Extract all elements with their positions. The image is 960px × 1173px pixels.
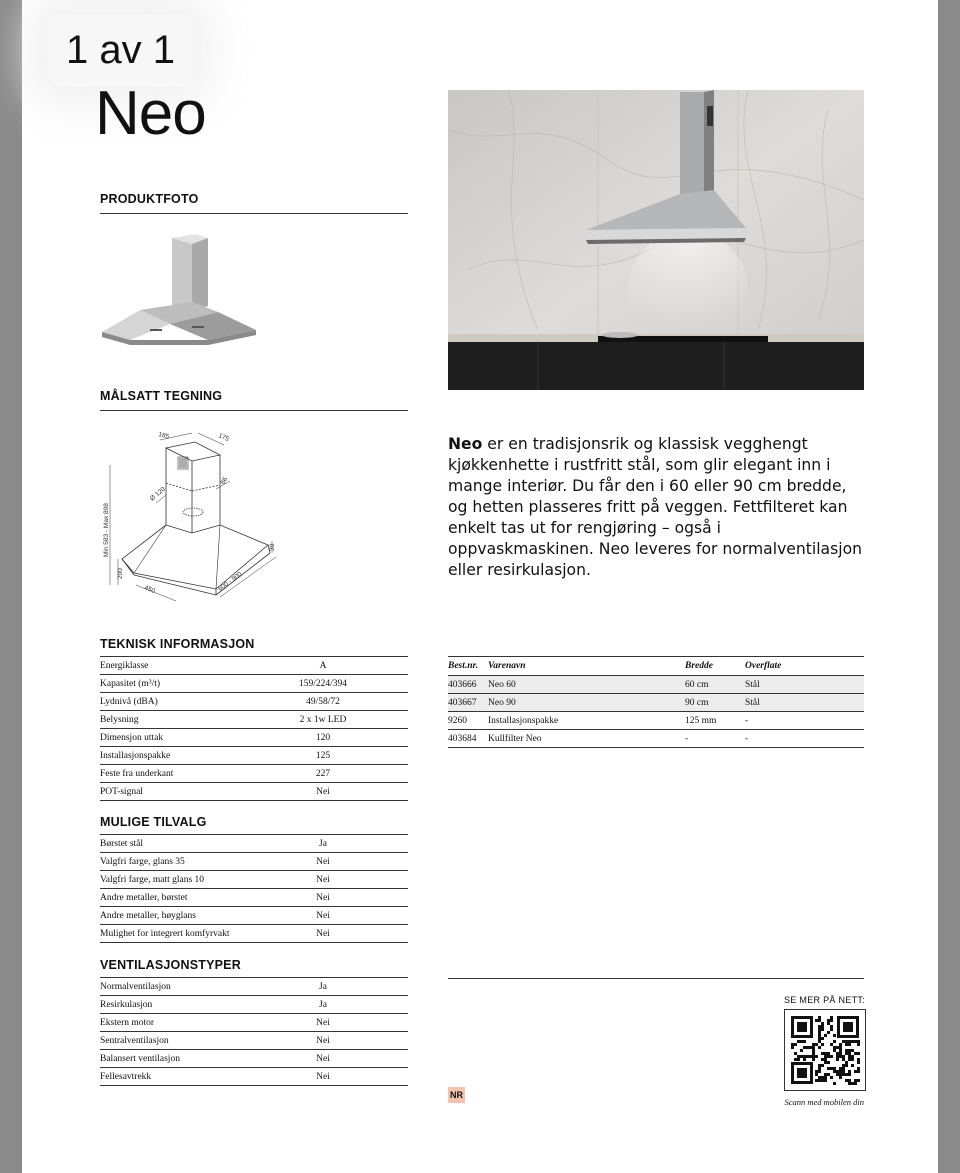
product-bredde: 60 cm bbox=[685, 676, 745, 694]
ventilasjon-label: Resirkulasjon bbox=[100, 996, 238, 1014]
ventilasjon-value: Nei bbox=[238, 1032, 408, 1050]
tilvalg-value: Nei bbox=[238, 925, 408, 943]
ventilasjon-row bbox=[100, 1068, 408, 1086]
page-indicator: 1 av 1 bbox=[48, 14, 193, 87]
teknisk-label: POT-signal bbox=[100, 783, 238, 801]
teknisk-value: 120 bbox=[238, 729, 408, 747]
product-row bbox=[448, 730, 864, 748]
teknisk-value: 2 x 1w LED bbox=[238, 711, 408, 729]
ventilasjon-label: Balansert ventilasjon bbox=[100, 1050, 238, 1068]
teknisk-row bbox=[100, 729, 408, 747]
teknisk-row bbox=[100, 657, 408, 675]
tilvalg-label: Mulighet for integrert komfyrvakt bbox=[100, 925, 238, 943]
qr-label: SE MER PÅ NETT: bbox=[784, 995, 866, 1005]
language-badge: NR bbox=[448, 1087, 465, 1103]
section-malsatt-tegning: MÅLSATT TEGNING bbox=[100, 389, 408, 411]
section-produktfoto: PRODUKTFOTO bbox=[100, 192, 408, 214]
teknisk-value: 159/224/394 bbox=[238, 675, 408, 693]
tilvalg-row bbox=[100, 907, 408, 925]
dim-185: 185 bbox=[157, 431, 170, 441]
teknisk-label: Installasjonspakke bbox=[100, 747, 238, 765]
tilvalg-label: Andre metaller, børstet bbox=[100, 889, 238, 907]
product-best-nr: 403667 bbox=[448, 694, 488, 712]
dim-30: 30 bbox=[269, 543, 276, 551]
ventilasjon-table bbox=[100, 977, 408, 1086]
ventilasjon-row bbox=[100, 996, 408, 1014]
ventilasjon-value: Nei bbox=[238, 1068, 408, 1086]
dim-86: 86 bbox=[219, 476, 230, 486]
dim-200: 200 bbox=[117, 568, 124, 579]
dim-min-max-height: Min 583 - Max 898 bbox=[103, 503, 110, 557]
teknisk-value: 227 bbox=[238, 765, 408, 783]
teknisk-table bbox=[100, 656, 408, 801]
product-bredde: - bbox=[685, 730, 745, 748]
ventilasjon-label: Fellesavtrekk bbox=[100, 1068, 238, 1086]
ventilasjon-row bbox=[100, 1032, 408, 1050]
product-overflate: - bbox=[745, 730, 864, 748]
product-overflate: Stål bbox=[745, 676, 864, 694]
ventilasjon-label: Normalventilasjon bbox=[100, 978, 238, 996]
tilvalg-label: Andre metaller, høyglans bbox=[100, 907, 238, 925]
ventilasjon-value: Nei bbox=[238, 1014, 408, 1032]
divider bbox=[448, 978, 864, 979]
tilvalg-label: Børstet stål bbox=[100, 835, 238, 853]
col-best-nr: Best.nr. bbox=[448, 657, 488, 676]
teknisk-value: 49/58/72 bbox=[238, 693, 408, 711]
col-bredde: Bredde bbox=[685, 657, 745, 676]
product-varenavn: Neo 60 bbox=[488, 676, 685, 694]
ventilasjon-value: Ja bbox=[238, 978, 408, 996]
teknisk-row bbox=[100, 675, 408, 693]
ventilasjon-value: Ja bbox=[238, 996, 408, 1014]
product-varenavn: Installasjonspakke bbox=[488, 712, 685, 730]
product-best-nr: 403684 bbox=[448, 730, 488, 748]
teknisk-row bbox=[100, 693, 408, 711]
teknisk-row bbox=[100, 747, 408, 765]
teknisk-value: 125 bbox=[238, 747, 408, 765]
tilvalg-row bbox=[100, 871, 408, 889]
teknisk-label: Dimensjon uttak bbox=[100, 729, 238, 747]
product-row bbox=[448, 694, 864, 712]
section-ventilasjonstyper: VENTILASJONSTYPER bbox=[100, 958, 241, 972]
product-best-nr: 403666 bbox=[448, 676, 488, 694]
product-varenavn: Neo 90 bbox=[488, 694, 685, 712]
tilvalg-table bbox=[100, 834, 408, 943]
product-variants-table bbox=[448, 656, 864, 748]
teknisk-label: Belysning bbox=[100, 711, 238, 729]
teknisk-row bbox=[100, 783, 408, 801]
col-overflate: Overflate bbox=[745, 657, 864, 676]
tilvalg-row bbox=[100, 889, 408, 907]
tilvalg-value: Nei bbox=[238, 853, 408, 871]
ventilasjon-row bbox=[100, 1050, 408, 1068]
tilvalg-label: Valgfri farge, glans 35 bbox=[100, 853, 238, 871]
teknisk-label: Kapasitet (m³/t) bbox=[100, 675, 238, 693]
dim-175: 175 bbox=[217, 432, 230, 443]
product-overflate: Stål bbox=[745, 694, 864, 712]
dim-450: 450 bbox=[143, 584, 156, 595]
col-varenavn: Varenavn bbox=[488, 657, 685, 676]
ventilasjon-row bbox=[100, 978, 408, 996]
teknisk-label: Feste fra underkant bbox=[100, 765, 238, 783]
qr-caption: Scann med mobilen din bbox=[784, 1097, 864, 1107]
teknisk-value: Nei bbox=[238, 783, 408, 801]
dim-600-900: 600 - 900 bbox=[217, 570, 244, 593]
section-teknisk-informasjon: TEKNISK INFORMASJON bbox=[100, 637, 255, 651]
tilvalg-row bbox=[100, 835, 408, 853]
teknisk-row bbox=[100, 711, 408, 729]
teknisk-value: A bbox=[238, 657, 408, 675]
product-row bbox=[448, 712, 864, 730]
product-bredde: 125 mm bbox=[685, 712, 745, 730]
product-description bbox=[448, 434, 868, 581]
kitchen-room-photo bbox=[448, 90, 864, 390]
qr-code[interactable] bbox=[784, 1009, 866, 1091]
product-title: Neo bbox=[95, 79, 206, 148]
product-overflate: - bbox=[745, 712, 864, 730]
product-bredde: 90 cm bbox=[685, 694, 745, 712]
tilvalg-value: Nei bbox=[238, 871, 408, 889]
ventilasjon-label: Ekstern motor bbox=[100, 1014, 238, 1032]
ventilasjon-row bbox=[100, 1014, 408, 1032]
description-product-name: Neo bbox=[448, 435, 483, 453]
tilvalg-value: Nei bbox=[238, 907, 408, 925]
product-varenavn: Kullfilter Neo bbox=[488, 730, 685, 748]
tilvalg-value: Nei bbox=[238, 889, 408, 907]
tilvalg-row bbox=[100, 853, 408, 871]
product-best-nr: 9260 bbox=[448, 712, 488, 730]
teknisk-label: Lydnivå (dBA) bbox=[100, 693, 238, 711]
teknisk-row bbox=[100, 765, 408, 783]
teknisk-label: Energiklasse bbox=[100, 657, 238, 675]
ventilasjon-label: Sentralventilasjon bbox=[100, 1032, 238, 1050]
hood-product-photo bbox=[100, 232, 260, 350]
product-row bbox=[448, 676, 864, 694]
tilvalg-row bbox=[100, 925, 408, 943]
tilvalg-value: Ja bbox=[238, 835, 408, 853]
ventilasjon-value: Nei bbox=[238, 1050, 408, 1068]
tilvalg-label: Valgfri farge, matt glans 10 bbox=[100, 871, 238, 889]
dim-diameter-120: Ø 120 bbox=[148, 485, 167, 503]
dimension-drawing bbox=[100, 425, 300, 615]
description-text: er en tradisjonsrik og klassisk vegghengt kjøkkenhette i rustfritt stål, som glir elegant inn i mange interiør. Du får den i 60 eller 90 cm bredde, og hetten plasseres fritt på veggen. Fettfilteret kan enkelt tas ut for rengjøring – også i oppvaskmaskinen. Neo leveres for normalventilasjon eller resirkulasjon. bbox=[448, 435, 862, 579]
section-mulige-tilvalg: MULIGE TILVALG bbox=[100, 815, 207, 829]
